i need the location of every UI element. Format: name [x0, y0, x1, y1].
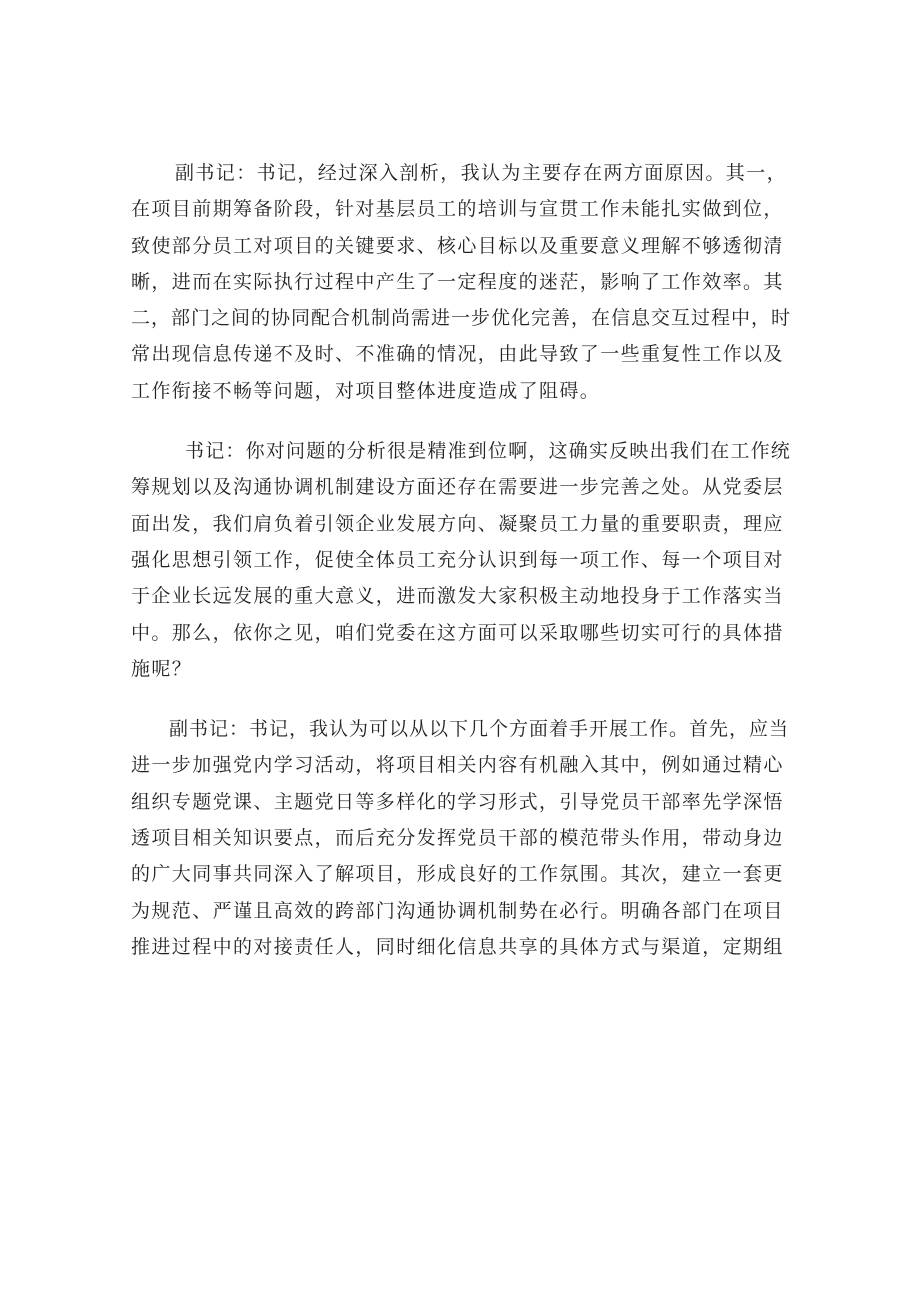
text-line: 工作衔接不畅等问题，对项目整体进度造成了阻碍。: [131, 379, 601, 402]
text-line: 晰，进而在实际执行过程中产生了一定程度的迷茫，影响了工作效率。其: [131, 270, 784, 293]
text-line: 中。那么，依你之见，咱们党委在这方面可以采取哪些切实可行的具体措: [131, 621, 784, 644]
text-line: 致使部分员工对项目的关键要求、核心目标以及重要意义理解不够透彻清: [131, 234, 784, 257]
text-line: 面出发，我们肩负着引领企业发展方向、凝聚员工力量的重要职责，理应: [131, 512, 784, 535]
text-line: 强化思想引领工作，促使全体员工充分认识到每一项工作、每一个项目对: [131, 548, 784, 571]
text-line: 二，部门之间的协同配合机制尚需进一步优化完善，在信息交互过程中，时: [131, 307, 791, 330]
text-line: 副书记：书记，经过深入剖析，我认为主要存在两方面原因。其一，: [175, 162, 788, 184]
paragraph-deputy-secretary-1: [131, 155, 791, 409]
paragraph-secretary: [131, 433, 791, 687]
text-line: 书记：你对问题的分析很是精准到位啊，这确实反映出我们在工作统: [185, 440, 791, 463]
text-line: 常出现信息传递不及时、不准确的情况，由此导致了一些重复性工作以及: [131, 343, 784, 366]
document-body: [131, 155, 791, 965]
paragraph-spacer: [131, 687, 791, 711]
paragraph-spacer: [131, 409, 791, 433]
text-line: 透项目相关知识要点，而后充分发挥党员干部的模范带头作用，带动身边: [131, 827, 784, 850]
text-line: 为规范、严谨且高效的跨部门沟通协调机制势在必行。明确各部门在项目: [131, 899, 784, 922]
text-line: 于企业长远发展的重大意义，进而激发大家积极主动地投身于工作落实当: [131, 585, 784, 608]
text-line: 在项目前期筹备阶段，针对基层员工的培训与宣贯工作未能扎实做到位，: [131, 198, 784, 221]
text-line: 副书记：书记，我认为可以从以下几个方面着手开展工作。首先，应当: [169, 718, 790, 741]
text-line: 进一步加强党内学习活动，将项目相关内容有机融入其中，例如通过精心: [131, 754, 784, 777]
text-line: 推进过程中的对接责任人，同时细化信息共享的具体方式与渠道，定期组: [131, 935, 784, 958]
text-line: 组织专题党课、主题党日等多样化的学习形式，引导党员干部率先学深悟: [131, 790, 784, 813]
text-line: 筹规划以及沟通协调机制建设方面还存在需要进一步完善之处。从党委层: [131, 476, 784, 499]
text-line: 施呢？: [131, 657, 193, 680]
text-line: 的广大同事共同深入了解项目，形成良好的工作氛围。其次，建立一套更: [131, 863, 784, 886]
paragraph-deputy-secretary-2: [131, 711, 791, 965]
